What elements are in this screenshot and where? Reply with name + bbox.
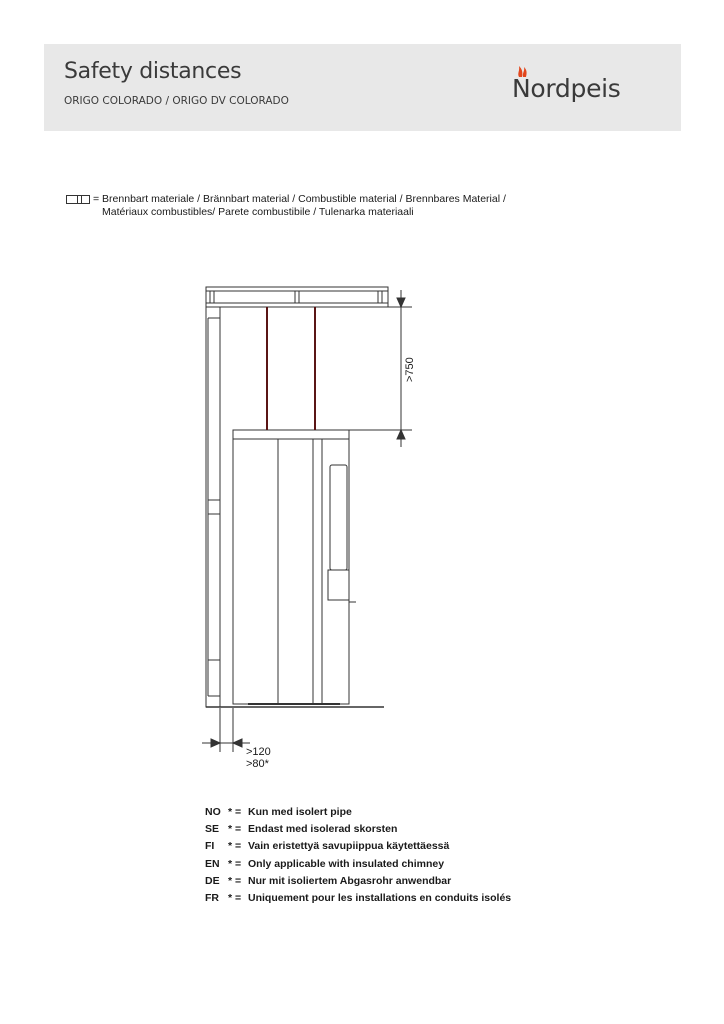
page-subtitle: ORIGO COLORADO / ORIGO DV COLORADO bbox=[64, 95, 289, 107]
note-language-code: FR bbox=[205, 891, 219, 904]
note-text: Endast med isolerad skorsten bbox=[248, 823, 398, 836]
note-language-code: EN bbox=[205, 857, 220, 870]
note-text: Kun med isolert pipe bbox=[248, 806, 352, 818]
note-text: Nur mit isoliertem Abgasrohr anwendbar bbox=[248, 874, 452, 887]
note-language-code: SE bbox=[205, 823, 220, 836]
page-title: Safety distances bbox=[64, 59, 242, 84]
note-language-code: DE bbox=[205, 874, 220, 887]
note-marker: * = bbox=[228, 891, 242, 904]
note-marker: * = bbox=[228, 840, 242, 853]
logo-text: Nordpeis bbox=[512, 74, 621, 103]
note-text: Vain eristettyä savupiippua käytettäessä bbox=[248, 840, 450, 853]
note-text: Uniquement pour les installations en conduits isolés bbox=[248, 891, 512, 904]
note-marker: * = bbox=[228, 874, 242, 887]
stove bbox=[233, 307, 356, 704]
note-marker: * = bbox=[228, 806, 242, 818]
legend-text-line-2: Matériaux combustibles/ Parete combustibile / Tulenarka materiaali bbox=[102, 206, 414, 218]
note-marker: * = bbox=[228, 823, 242, 836]
combustible-wall bbox=[206, 307, 220, 707]
wall-distance-insulated-label: >80* bbox=[246, 758, 269, 770]
note-language-code: NO bbox=[205, 806, 221, 818]
wall-distance-dimension bbox=[202, 708, 250, 752]
ceiling-distance-label: >750 bbox=[404, 357, 416, 382]
combustible-ceiling bbox=[206, 287, 388, 307]
note-text: Only applicable with insulated chimney bbox=[248, 857, 445, 870]
wall-distance-label: >120 bbox=[246, 746, 271, 758]
legend-text-line-1: = Brennbart materiale / Brännbart material / Combustible material / Brennbares Material / bbox=[93, 193, 506, 205]
note-language-code: FI bbox=[205, 840, 215, 853]
ceiling-distance-dimension bbox=[349, 290, 412, 447]
note-marker: * = bbox=[228, 857, 242, 870]
